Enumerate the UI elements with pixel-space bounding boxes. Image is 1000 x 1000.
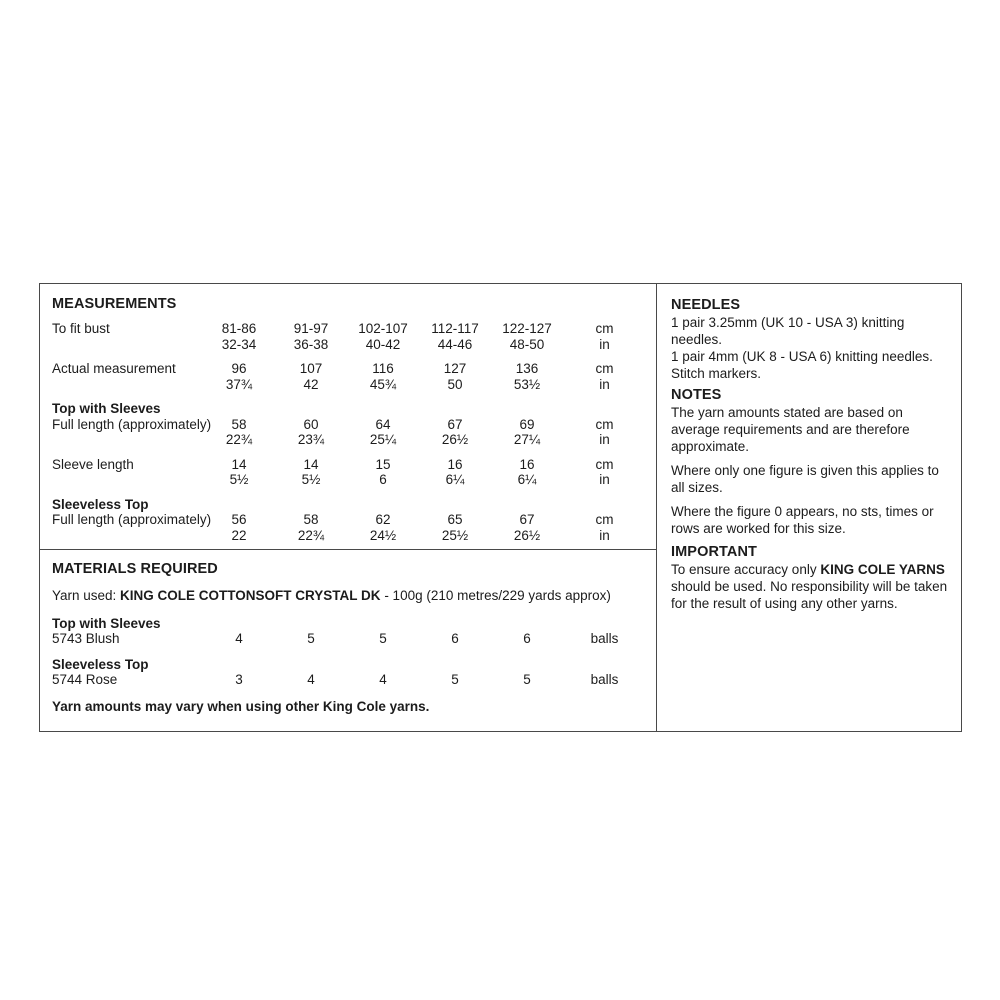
unit-cm: cm	[595, 321, 614, 336]
size-value: 58	[303, 512, 319, 527]
notes-paragraph: Where the figure 0 appears, no sts, times or rows are worked for this size.	[671, 504, 934, 536]
balls-value: 4	[307, 672, 315, 687]
size-value: 122-127	[502, 321, 552, 336]
size-value: 116	[372, 361, 394, 376]
subheading-top-with-sleeves-materials: Top with Sleeves	[52, 615, 161, 631]
size-value: 96	[231, 361, 247, 376]
size-value: 50	[447, 376, 463, 392]
yarn-name: KING COLE COTTONSOFT CRYSTAL DK	[120, 588, 381, 603]
right-column	[657, 283, 962, 732]
subheading-sleeveless-top-materials: Sleeveless Top	[52, 656, 149, 672]
yarn-shade-label: 5744 Rose	[52, 672, 118, 687]
size-value: 23¾	[297, 432, 325, 447]
measurements-title: MEASUREMENTS	[52, 296, 177, 312]
notes-title: NOTES	[671, 387, 722, 403]
balls-value: 6	[523, 631, 531, 646]
size-value: 64	[375, 416, 391, 432]
notes-paragraph: The yarn amounts stated are based on average requirements and are therefore approximate.	[671, 405, 910, 454]
important-title: IMPORTANT	[671, 544, 758, 560]
size-value: 107	[299, 361, 323, 376]
size-value: 48-50	[509, 336, 545, 352]
size-value: 102-107	[358, 321, 408, 336]
materials-title: MATERIALS REQUIRED	[52, 561, 218, 577]
size-value: 42	[303, 376, 319, 392]
size-value: 53½	[513, 376, 541, 392]
yarn-details: - 100g (210 metres/229 yards approx)	[380, 588, 611, 603]
row-full-length-sleeves	[52, 417, 644, 448]
size-value: 5½	[229, 472, 249, 487]
balls-value: 5	[379, 631, 387, 646]
unit-in: in	[599, 527, 610, 543]
row-label: Actual measurement	[52, 361, 176, 376]
row-label-spacer	[52, 337, 203, 353]
size-value: 5½	[301, 472, 321, 487]
size-value: 44-46	[437, 336, 473, 352]
pattern-info-sheet	[39, 283, 962, 732]
size-value: 14	[303, 456, 319, 472]
size-value: 65	[447, 512, 463, 527]
row-label: To fit bust	[52, 321, 110, 336]
size-value: 16	[447, 456, 463, 472]
size-value: 6	[379, 472, 387, 487]
subheading-top-with-sleeves: Top with Sleeves	[52, 401, 161, 416]
balls-value: 5	[523, 672, 531, 687]
size-value: 58	[231, 416, 247, 432]
left-column	[39, 283, 657, 732]
needles-line: Stitch markers.	[671, 366, 762, 381]
balls-unit: balls	[590, 672, 619, 687]
unit-in: in	[599, 472, 610, 487]
row-sleeve-length	[52, 457, 644, 488]
size-value: 26½	[513, 527, 541, 543]
size-value: 14	[231, 456, 247, 472]
balls-value: 6	[451, 631, 459, 646]
important-section	[671, 544, 949, 612]
size-value: 136	[515, 361, 539, 376]
balls-value: 5	[307, 631, 315, 646]
unit-cm: cm	[595, 512, 614, 527]
row-label-spacer	[52, 472, 203, 488]
materials-section	[40, 550, 656, 731]
size-value: 62	[375, 512, 391, 527]
important-brand: KING COLE YARNS	[820, 562, 945, 577]
yarn-used-line	[52, 588, 644, 604]
size-value: 22¾	[225, 432, 253, 447]
size-value: 24½	[369, 527, 397, 543]
yarn-row-rose	[52, 672, 644, 688]
balls-value: 4	[379, 672, 387, 687]
yarn-used-label: Yarn used:	[52, 588, 121, 603]
size-value: 22	[231, 527, 247, 543]
size-value: 56	[231, 512, 247, 527]
row-label: Full length (approximately)	[52, 512, 212, 527]
size-value: 6¼	[445, 472, 465, 487]
size-value: 81-86	[221, 321, 257, 336]
yarn-variation-note: Yarn amounts may vary when using other King Cole yarns.	[52, 698, 430, 714]
size-value: 16	[519, 456, 535, 472]
needles-title: NEEDLES	[671, 297, 741, 313]
balls-value: 5	[451, 672, 459, 687]
size-value: 36-38	[293, 336, 329, 352]
size-value: 22¾	[297, 527, 325, 543]
row-label: Sleeve length	[52, 456, 134, 472]
size-value: 37¾	[225, 376, 253, 392]
size-value: 112-117	[431, 321, 479, 336]
unit-cm: cm	[595, 361, 614, 376]
row-label: Full length (approximately)	[52, 416, 212, 432]
unit-in: in	[599, 336, 610, 352]
notes-paragraph: Where only one figure is given this applies to all sizes.	[671, 463, 939, 495]
row-label-spacer	[52, 528, 203, 544]
unit-cm: cm	[595, 456, 614, 472]
subheading-sleeveless-top: Sleeveless Top	[52, 496, 149, 512]
size-value: 26½	[441, 432, 469, 447]
size-value: 60	[303, 416, 319, 432]
size-value: 6¼	[517, 472, 537, 487]
unit-in: in	[599, 432, 610, 447]
size-value: 67	[519, 512, 535, 527]
size-value: 25¼	[369, 432, 397, 447]
important-suffix: should be used. No responsibility will be taken for the result of using any other yarns.	[671, 579, 948, 611]
balls-unit: balls	[590, 631, 619, 646]
row-full-length-sleeveless	[52, 512, 644, 543]
row-to-fit-bust	[52, 321, 644, 352]
size-value: 32-34	[221, 336, 257, 352]
size-value: 69	[519, 416, 535, 432]
needles-line: 1 pair 4mm (UK 8 - USA 6) knitting needles.	[671, 349, 933, 364]
unit-cm: cm	[595, 416, 614, 432]
size-value: 27¼	[513, 432, 541, 447]
size-value: 25½	[441, 527, 469, 543]
size-value: 45¾	[369, 376, 397, 392]
row-label-spacer	[52, 432, 203, 448]
needles-line: 1 pair 3.25mm (UK 10 - USA 3) knitting needles.	[671, 315, 905, 347]
size-value: 67	[447, 416, 463, 432]
needles-section	[671, 297, 949, 382]
balls-value: 3	[235, 672, 243, 687]
size-value: 91-97	[293, 321, 329, 336]
important-prefix: To ensure accuracy only	[671, 562, 821, 577]
unit-in: in	[599, 376, 610, 392]
row-label-spacer	[52, 377, 203, 393]
important-text	[671, 561, 949, 612]
size-value: 15	[375, 456, 391, 472]
measurements-section	[40, 284, 656, 550]
yarn-row-blush	[52, 631, 644, 647]
row-actual-measurement	[52, 361, 644, 392]
yarn-shade-label: 5743 Blush	[52, 631, 120, 646]
size-value: 40-42	[365, 336, 401, 352]
balls-value: 4	[235, 631, 243, 646]
size-value: 127	[443, 361, 467, 376]
notes-section	[671, 387, 949, 537]
